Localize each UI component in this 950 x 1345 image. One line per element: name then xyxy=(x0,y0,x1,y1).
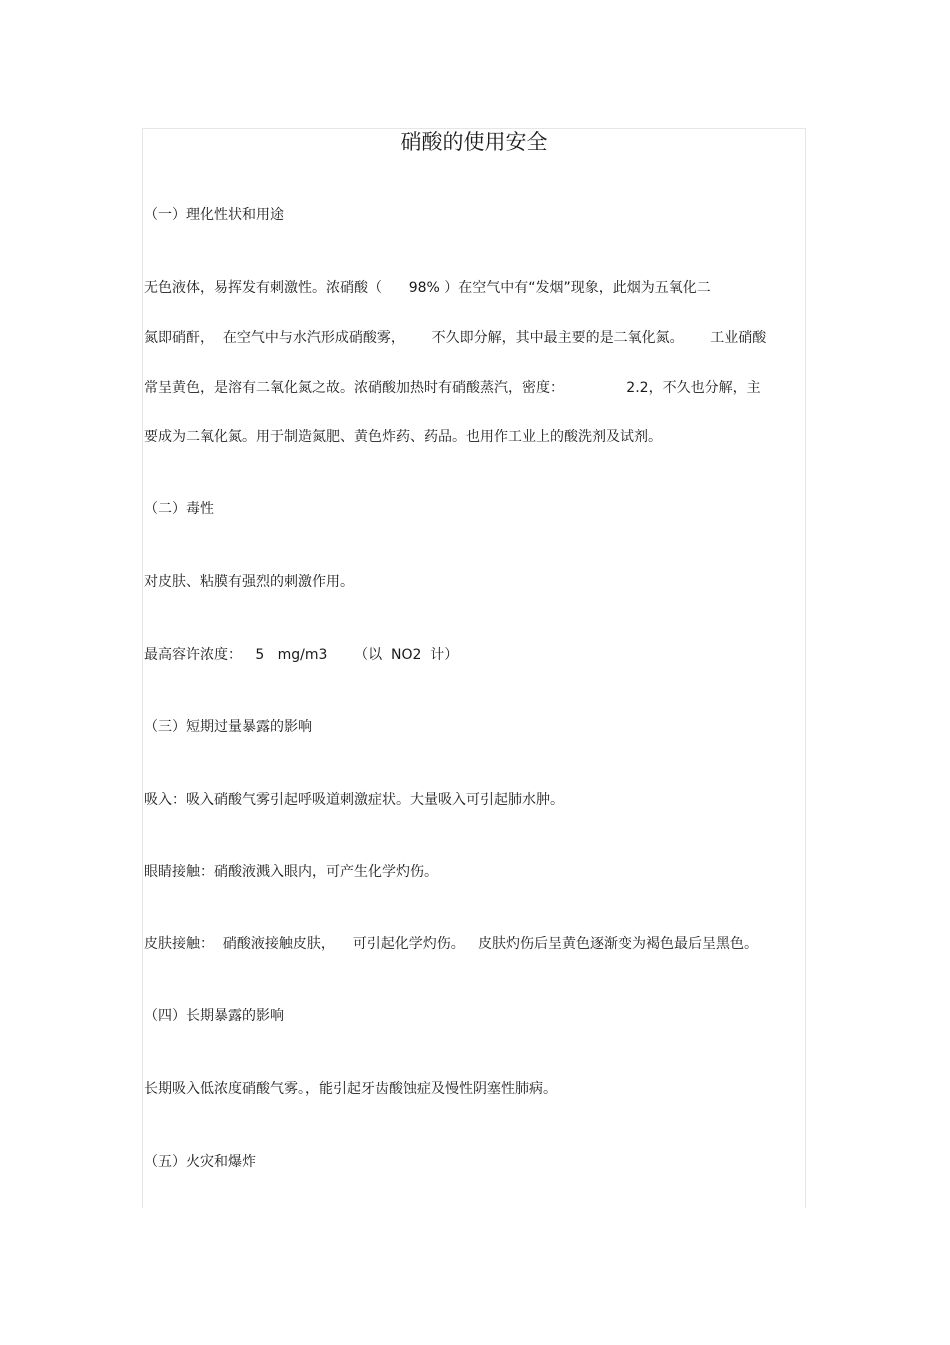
section-heading-1: （一）理化性状和用途 xyxy=(144,207,284,223)
paragraph-line: 对皮肤、粘膜有强烈的刺激作用。 xyxy=(144,574,354,590)
paragraph-line: 皮肤接触： 硝酸液接触皮肤， 可引起化学灼伤。 皮肤灼伤后呈黄色逐渐变为褐色最后呈黑色。 xyxy=(144,936,759,952)
section-heading-2: （二）毒性 xyxy=(144,501,214,517)
paragraph-line: 长期吸入低浓度硝酸气雾。，能引起牙齿酸蚀症及慢性阴塞性肺病。 xyxy=(144,1081,557,1097)
document-title: 硝酸的使用安全 xyxy=(400,130,548,154)
section-heading-3: （三）短期过量暴露的影响 xyxy=(144,719,312,735)
section-heading-4: （四）长期暴露的影响 xyxy=(144,1008,284,1024)
paragraph-line: 要成为二氧化氮。用于制造氮肥、黄色炸药、药品。也用作工业上的酸洗剂及试剂。 xyxy=(144,429,662,445)
paragraph-line: 眼睛接触：硝酸液溅入眼内，可产生化学灼伤。 xyxy=(144,864,438,880)
max-allowed-concentration: 最高容许浓度： 5 mg/m3 （以 NO2 计） xyxy=(144,647,459,663)
section-heading-5: （五）火灾和爆炸 xyxy=(144,1154,256,1170)
paragraph-line: 无色液体，易挥发有刺激性。浓硝酸（ 98% ）在空气中有“发烟”现象，此烟为五氧化二 xyxy=(144,280,711,296)
paragraph-line: 氮即硝酐， 在空气中与水汽形成硝酸雾， 不久即分解，其中最主要的是二氧化氮。 工业硝酸 xyxy=(144,330,767,346)
paragraph-line: 常呈黄色，是溶有二氧化氮之故。浓硝酸加热时有硝酸蒸汽，密度： 2.2，不久也分解，主 xyxy=(144,380,761,396)
paragraph-line: 吸入：吸入硝酸气雾引起呼吸道刺激症状。大量吸入可引起肺水肿。 xyxy=(144,792,564,808)
